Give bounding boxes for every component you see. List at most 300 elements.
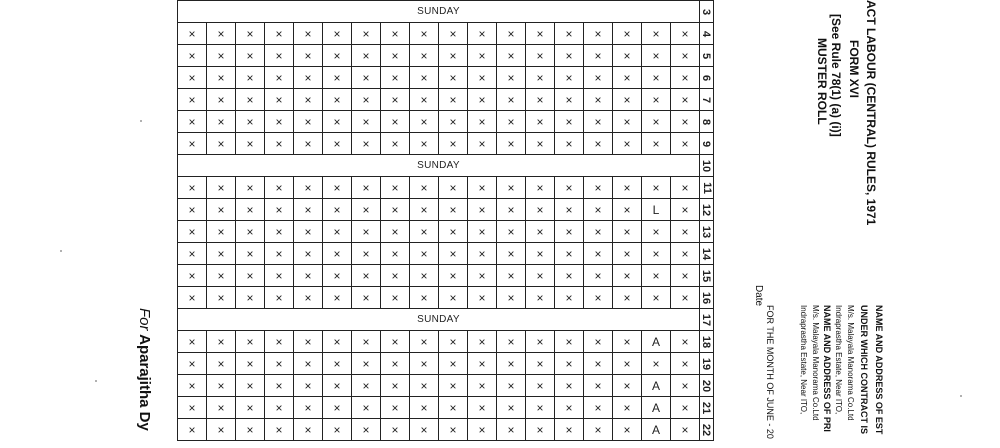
attendance-cell: ×	[381, 111, 410, 133]
attendance-cell: ×	[178, 265, 207, 287]
attendance-cell: ×	[526, 177, 555, 199]
attendance-cell: ×	[526, 419, 555, 441]
attendance-cell: ×	[294, 111, 323, 133]
attendance-cell: ×	[439, 287, 468, 309]
attendance-cell: ×	[323, 221, 352, 243]
sunday-row	[178, 1, 714, 23]
attendance-cell: ×	[439, 199, 468, 221]
attendance-cell: ×	[642, 23, 671, 45]
attendance-cell: ×	[497, 221, 526, 243]
attendance-cell: ×	[555, 89, 584, 111]
attendance-cell: ×	[381, 45, 410, 67]
attendance-cell: ×	[555, 133, 584, 155]
attendance-cell: ×	[410, 67, 439, 89]
attendance-cell: ×	[439, 23, 468, 45]
attendance-cell: ×	[207, 177, 236, 199]
attendance-cell: ×	[323, 243, 352, 265]
attendance-cell: ×	[642, 243, 671, 265]
attendance-cell: ×	[323, 331, 352, 353]
attendance-cell: ×	[178, 67, 207, 89]
date-cell	[700, 23, 714, 45]
attendance-cell: ×	[642, 177, 671, 199]
act-title: ACT LABOUR (CENTRAL) RULES, 1971	[864, 0, 878, 226]
attendance-cell: ×	[236, 67, 265, 89]
attendance-cell: ×	[381, 419, 410, 441]
attendance-cell: ×	[613, 177, 642, 199]
attendance-cell: ×	[497, 199, 526, 221]
attendance-cell: ×	[497, 45, 526, 67]
attendance-cell: ×	[207, 419, 236, 441]
attendance-cell: ×	[555, 199, 584, 221]
attendance-cell: ×	[178, 221, 207, 243]
attendance-cell: ×	[526, 89, 555, 111]
attendance-row	[178, 419, 714, 441]
attendance-cell: ×	[613, 265, 642, 287]
attendance-cell: ×	[671, 397, 700, 419]
attendance-cell: ×	[671, 111, 700, 133]
attendance-cell: ×	[352, 177, 381, 199]
attendance-cell: ×	[178, 45, 207, 67]
attendance-cell: ×	[584, 221, 613, 243]
attendance-cell: ×	[265, 287, 294, 309]
attendance-cell: ×	[207, 221, 236, 243]
date-cell	[700, 221, 714, 243]
attendance-cell: ×	[410, 353, 439, 375]
attendance-cell: ×	[468, 199, 497, 221]
attendance-cell: ×	[410, 331, 439, 353]
attendance-cell: ×	[613, 133, 642, 155]
attendance-cell: ×	[381, 397, 410, 419]
attendance-cell: ×	[410, 133, 439, 155]
attendance-cell: ×	[497, 243, 526, 265]
attendance-row	[178, 375, 714, 397]
attendance-cell: ×	[381, 243, 410, 265]
attendance-cell: ×	[323, 177, 352, 199]
attendance-cell: ×	[439, 397, 468, 419]
attendance-cell: ×	[236, 133, 265, 155]
attendance-cell: ×	[207, 89, 236, 111]
date-number: 5	[700, 52, 713, 59]
attendance-cell: ×	[236, 287, 265, 309]
attendance-cell: ×	[613, 331, 642, 353]
attendance-cell: ×	[265, 45, 294, 67]
attendance-cell: ×	[381, 199, 410, 221]
attendance-cell: ×	[207, 199, 236, 221]
attendance-cell: ×	[323, 23, 352, 45]
form-number: FORM XVI	[847, 40, 861, 99]
attendance-cell: ×	[410, 375, 439, 397]
principal-heading: NAME AND ADDRESS OF PRI	[822, 305, 832, 432]
date-cell	[700, 375, 714, 397]
attendance-cell: ×	[207, 45, 236, 67]
attendance-cell: ×	[439, 331, 468, 353]
attendance-cell: ×	[671, 331, 700, 353]
attendance-cell: ×	[526, 265, 555, 287]
attendance-cell: ×	[236, 111, 265, 133]
attendance-cell: ×	[468, 45, 497, 67]
attendance-cell: ×	[265, 199, 294, 221]
attendance-cell: ×	[381, 265, 410, 287]
attendance-cell: ×	[584, 287, 613, 309]
attendance-cell: ×	[236, 221, 265, 243]
attendance-row	[178, 287, 714, 309]
attendance-cell: ×	[497, 89, 526, 111]
attendance-cell: ×	[555, 177, 584, 199]
date-number: 21	[700, 401, 713, 414]
attendance-cell: ×	[178, 199, 207, 221]
date-number: 11	[700, 181, 713, 194]
attendance-cell: ×	[671, 353, 700, 375]
attendance-cell: ×	[584, 265, 613, 287]
attendance-cell: ×	[265, 265, 294, 287]
date-cell	[700, 67, 714, 89]
attendance-cell: ×	[555, 23, 584, 45]
establishment-line-2: Indraprastha Estate, Near ITO,	[834, 305, 843, 415]
date-cell	[700, 89, 714, 111]
attendance-cell: ×	[584, 45, 613, 67]
attendance-cell: ×	[468, 375, 497, 397]
attendance-cell: ×	[439, 353, 468, 375]
attendance-row	[178, 89, 714, 111]
attendance-cell: ×	[294, 45, 323, 67]
attendance-cell: ×	[294, 353, 323, 375]
attendance-cell: ×	[555, 221, 584, 243]
attendance-cell: ×	[323, 89, 352, 111]
attendance-cell: ×	[642, 89, 671, 111]
attendance-cell: ×	[497, 331, 526, 353]
attendance-cell: ×	[497, 177, 526, 199]
attendance-row	[178, 199, 714, 221]
attendance-cell: ×	[381, 353, 410, 375]
attendance-cell: ×	[265, 397, 294, 419]
attendance-cell: ×	[265, 331, 294, 353]
attendance-cell: ×	[468, 397, 497, 419]
attendance-cell: ×	[497, 111, 526, 133]
attendance-cell: ×	[352, 243, 381, 265]
attendance-cell: ×	[468, 67, 497, 89]
attendance-cell: ×	[294, 243, 323, 265]
date-cell	[700, 1, 714, 23]
attendance-cell: ×	[178, 331, 207, 353]
attendance-cell: ×	[613, 243, 642, 265]
attendance-cell: ×	[613, 419, 642, 441]
date-cell	[700, 265, 714, 287]
attendance-cell: ×	[207, 67, 236, 89]
attendance-cell: ×	[294, 419, 323, 441]
date-number: 15	[700, 269, 713, 282]
attendance-cell: ×	[671, 45, 700, 67]
attendance-cell: ×	[671, 67, 700, 89]
attendance-cell: ×	[265, 177, 294, 199]
attendance-cell: ×	[265, 89, 294, 111]
attendance-cell: ×	[294, 397, 323, 419]
attendance-cell: ×	[236, 45, 265, 67]
attendance-cell: ×	[439, 265, 468, 287]
date-number: 9	[700, 140, 713, 147]
muster-roll-grid	[177, 0, 714, 441]
attendance-cell: ×	[468, 243, 497, 265]
attendance-cell: A	[642, 331, 671, 353]
attendance-cell: ×	[381, 375, 410, 397]
attendance-cell: ×	[468, 89, 497, 111]
attendance-cell: ×	[613, 45, 642, 67]
attendance-cell: ×	[468, 133, 497, 155]
attendance-cell: ×	[265, 375, 294, 397]
attendance-cell: ×	[207, 111, 236, 133]
attendance-cell: ×	[265, 23, 294, 45]
attendance-cell: ×	[526, 111, 555, 133]
attendance-cell: ×	[468, 221, 497, 243]
attendance-cell: ×	[642, 287, 671, 309]
attendance-cell: ×	[671, 221, 700, 243]
attendance-row	[178, 133, 714, 155]
attendance-cell: ×	[352, 111, 381, 133]
attendance-cell: ×	[642, 45, 671, 67]
attendance-cell: ×	[294, 375, 323, 397]
attendance-cell: ×	[671, 23, 700, 45]
attendance-cell: ×	[439, 375, 468, 397]
date-number: 20	[700, 379, 713, 392]
attendance-cell: ×	[236, 199, 265, 221]
attendance-cell: ×	[671, 375, 700, 397]
attendance-cell: ×	[323, 375, 352, 397]
attendance-cell: ×	[381, 89, 410, 111]
attendance-row	[178, 221, 714, 243]
attendance-cell: ×	[410, 419, 439, 441]
attendance-cell: ×	[265, 419, 294, 441]
attendance-cell: ×	[381, 331, 410, 353]
attendance-cell: ×	[671, 243, 700, 265]
attendance-cell: ×	[497, 67, 526, 89]
attendance-cell: ×	[381, 221, 410, 243]
attendance-cell: ×	[497, 265, 526, 287]
date-number: 17	[700, 313, 713, 326]
attendance-cell: ×	[381, 133, 410, 155]
attendance-cell: ×	[323, 265, 352, 287]
date-cell	[700, 287, 714, 309]
attendance-cell: ×	[468, 331, 497, 353]
attendance-cell: ×	[642, 353, 671, 375]
attendance-cell: ×	[352, 221, 381, 243]
attendance-cell: ×	[497, 353, 526, 375]
sunday-row	[178, 309, 714, 331]
attendance-cell: ×	[207, 23, 236, 45]
date-cell	[700, 133, 714, 155]
sunday-label: SUNDAY	[178, 155, 700, 177]
attendance-cell: ×	[323, 45, 352, 67]
attendance-cell: ×	[526, 23, 555, 45]
attendance-cell: ×	[236, 265, 265, 287]
attendance-cell: ×	[584, 243, 613, 265]
date-number: 12	[700, 203, 713, 216]
date-number: 19	[700, 357, 713, 370]
attendance-cell: ×	[671, 199, 700, 221]
attendance-cell: ×	[410, 89, 439, 111]
attendance-cell: ×	[352, 133, 381, 155]
attendance-cell: ×	[323, 353, 352, 375]
date-cell	[700, 199, 714, 221]
establishment-line-1: M/s. Malayala Manorama Co.Ltd	[846, 305, 855, 421]
attendance-cell: ×	[352, 23, 381, 45]
attendance-cell: ×	[323, 133, 352, 155]
principal-line-1: M/s. Malayala Manorama Co.Ltd	[811, 305, 820, 421]
attendance-cell: ×	[352, 265, 381, 287]
attendance-cell: ×	[613, 287, 642, 309]
attendance-cell: ×	[207, 265, 236, 287]
attendance-cell: ×	[584, 67, 613, 89]
attendance-cell: ×	[526, 287, 555, 309]
date-cell	[700, 331, 714, 353]
attendance-cell: ×	[323, 397, 352, 419]
attendance-cell: ×	[352, 375, 381, 397]
attendance-cell: ×	[613, 397, 642, 419]
attendance-cell: ×	[207, 375, 236, 397]
attendance-cell: A	[642, 419, 671, 441]
rule-reference: [See Rule 78(1) (a) (i)]	[829, 14, 843, 137]
date-number: 4	[700, 30, 713, 37]
attendance-cell: ×	[671, 89, 700, 111]
attendance-cell: ×	[410, 111, 439, 133]
attendance-cell: ×	[381, 67, 410, 89]
attendance-cell: ×	[439, 45, 468, 67]
attendance-cell: ×	[584, 353, 613, 375]
attendance-cell: ×	[526, 397, 555, 419]
attendance-cell: ×	[410, 397, 439, 419]
attendance-cell: ×	[584, 419, 613, 441]
attendance-cell: ×	[497, 23, 526, 45]
attendance-cell: ×	[323, 199, 352, 221]
attendance-cell: ×	[555, 45, 584, 67]
attendance-cell: ×	[439, 419, 468, 441]
roll-title: MUSTER ROLL	[815, 38, 829, 125]
attendance-cell: ×	[323, 287, 352, 309]
date-number: 18	[700, 335, 713, 348]
attendance-cell: ×	[671, 133, 700, 155]
attendance-cell: ×	[178, 177, 207, 199]
attendance-cell: ×	[410, 221, 439, 243]
attendance-cell: ×	[352, 419, 381, 441]
attendance-cell: ×	[178, 419, 207, 441]
attendance-row	[178, 177, 714, 199]
attendance-row	[178, 331, 714, 353]
attendance-cell: ×	[526, 199, 555, 221]
date-number: 14	[700, 247, 713, 260]
attendance-cell: ×	[497, 397, 526, 419]
attendance-cell: ×	[352, 331, 381, 353]
attendance-cell: ×	[613, 199, 642, 221]
attendance-cell: ×	[584, 375, 613, 397]
attendance-row	[178, 67, 714, 89]
date-number: 7	[700, 96, 713, 103]
attendance-cell: ×	[178, 133, 207, 155]
attendance-cell: ×	[613, 221, 642, 243]
date-number: 16	[700, 291, 713, 304]
attendance-cell: ×	[265, 353, 294, 375]
attendance-cell: ×	[555, 331, 584, 353]
attendance-cell: ×	[526, 221, 555, 243]
attendance-cell: ×	[236, 177, 265, 199]
attendance-cell: ×	[265, 221, 294, 243]
attendance-cell: ×	[526, 375, 555, 397]
scan-speck	[60, 250, 62, 252]
attendance-cell: ×	[294, 199, 323, 221]
attendance-cell: ×	[352, 45, 381, 67]
signature-org: Aparajitha Dy	[136, 334, 153, 431]
date-label: Date	[753, 285, 764, 307]
attendance-cell: ×	[555, 265, 584, 287]
attendance-cell: ×	[439, 111, 468, 133]
attendance-cell: ×	[613, 23, 642, 45]
attendance-cell: ×	[584, 331, 613, 353]
attendance-cell: ×	[410, 243, 439, 265]
attendance-row	[178, 23, 714, 45]
attendance-cell: ×	[584, 111, 613, 133]
attendance-cell: A	[642, 397, 671, 419]
attendance-cell: ×	[352, 353, 381, 375]
date-cell	[700, 397, 714, 419]
attendance-cell: ×	[323, 67, 352, 89]
attendance-cell: ×	[207, 331, 236, 353]
attendance-cell: ×	[439, 133, 468, 155]
attendance-cell: ×	[236, 419, 265, 441]
attendance-cell: ×	[207, 133, 236, 155]
attendance-cell: ×	[584, 133, 613, 155]
attendance-cell: ×	[294, 287, 323, 309]
date-number: 10	[700, 159, 713, 172]
attendance-cell: ×	[352, 67, 381, 89]
attendance-cell: ×	[178, 23, 207, 45]
attendance-cell: ×	[323, 419, 352, 441]
date-cell	[700, 45, 714, 67]
date-number: 13	[700, 225, 713, 238]
attendance-cell: ×	[555, 397, 584, 419]
attendance-cell: ×	[671, 419, 700, 441]
attendance-cell: ×	[555, 287, 584, 309]
attendance-cell: ×	[613, 67, 642, 89]
attendance-cell: ×	[207, 243, 236, 265]
attendance-cell: ×	[294, 23, 323, 45]
attendance-cell: ×	[410, 177, 439, 199]
attendance-cell: ×	[468, 111, 497, 133]
attendance-cell: ×	[236, 375, 265, 397]
establishment-heading: NAME AND ADDRESS OF EST	[874, 305, 884, 435]
attendance-cell: ×	[642, 111, 671, 133]
month-line: FOR THE MONTH OF JUNE - 20	[765, 305, 775, 439]
attendance-cell: ×	[555, 353, 584, 375]
attendance-cell: ×	[178, 353, 207, 375]
attendance-cell: ×	[294, 221, 323, 243]
attendance-cell: ×	[613, 89, 642, 111]
attendance-cell: ×	[207, 353, 236, 375]
date-cell	[700, 309, 714, 331]
attendance-cell: ×	[526, 133, 555, 155]
attendance-cell: ×	[497, 133, 526, 155]
attendance-cell: ×	[294, 177, 323, 199]
attendance-cell: A	[642, 375, 671, 397]
attendance-cell: ×	[526, 67, 555, 89]
attendance-cell: ×	[352, 397, 381, 419]
attendance-cell: ×	[410, 287, 439, 309]
date-cell	[700, 155, 714, 177]
attendance-row	[178, 243, 714, 265]
date-number: 6	[700, 74, 713, 81]
date-cell	[700, 111, 714, 133]
attendance-cell: ×	[555, 419, 584, 441]
attendance-cell: ×	[584, 89, 613, 111]
attendance-cell: ×	[468, 265, 497, 287]
attendance-cell: ×	[584, 199, 613, 221]
attendance-row	[178, 397, 714, 419]
